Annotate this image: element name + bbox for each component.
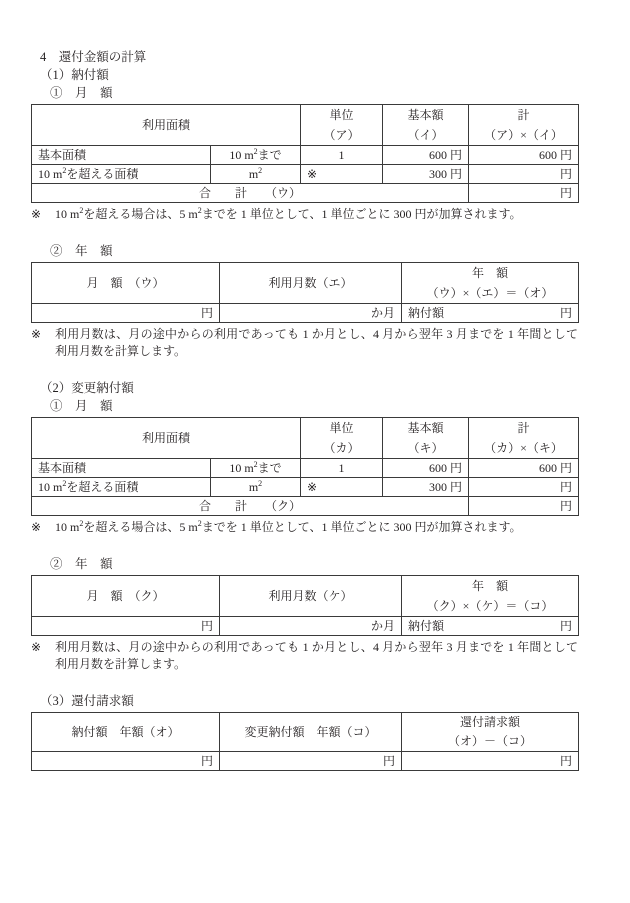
- header-annual-amount: [402, 263, 579, 304]
- note-unit-m-1: m: [70, 207, 80, 221]
- cell-base-base-amount: 600 円: [383, 459, 469, 478]
- table-header-row: [32, 713, 579, 752]
- cell-base-total: 600 円: [469, 146, 579, 165]
- cell-annual-label: 納付額: [408, 618, 445, 633]
- header-annual-amount: [402, 576, 579, 617]
- cell-base-area-measure: [211, 146, 301, 165]
- header-annual-line1: 年 額: [471, 266, 508, 280]
- cell-excess-area-label: [32, 478, 211, 497]
- measure-unit-m: m: [248, 479, 259, 494]
- note-prefix: 10: [55, 520, 70, 534]
- label-superscript: 2: [62, 165, 67, 175]
- cell-monthly-amount-value: 円: [32, 617, 220, 636]
- note-text: 利用月数は、月の途中からの利用であっても 1 か月とし、4 月から翌年 3 月までを 1 年間として利用月数を計算します。: [55, 640, 578, 671]
- table-row: [32, 146, 579, 165]
- cell-excess-area-measure: [211, 478, 301, 497]
- cell-excess-unit-value: ※: [301, 478, 383, 497]
- header-monthly-amount: 月 額 （ウ）: [32, 263, 220, 304]
- header-refund-amount: [402, 713, 579, 752]
- cell-months-used-value: か月: [220, 304, 402, 323]
- heading-section-2-monthly: ① 月 額: [50, 399, 113, 413]
- header-unit: [301, 418, 383, 459]
- note-mark-icon: ※: [31, 520, 42, 534]
- header-base-line2: （イ）: [407, 128, 444, 142]
- header-base-line2: （キ）: [407, 441, 444, 455]
- note-prefix: 10: [55, 207, 70, 221]
- measure-prefix: 10: [229, 460, 245, 475]
- cell-annual-label: 納付額: [408, 305, 445, 320]
- header-annual-line2: （ク）×（ケ）＝（コ）: [426, 599, 554, 613]
- header-base-line1: 基本額: [407, 421, 444, 435]
- measure-suffix: まで: [257, 460, 282, 475]
- note-months-calculation-1: [31, 326, 578, 360]
- label-prefix: 10: [38, 166, 53, 181]
- measure-prefix: 10: [229, 147, 245, 162]
- label-unit-m: m: [53, 479, 63, 494]
- cell-excess-unit-value: ※: [301, 165, 383, 184]
- measure-unit-m: m: [244, 460, 254, 475]
- cell-sum-value: 円: [469, 184, 579, 203]
- header-total-line1: 計: [517, 421, 530, 435]
- note-mark-icon: ※: [31, 207, 42, 221]
- header-unit-line2: （カ）: [323, 441, 360, 455]
- measure-unit-m: m: [244, 147, 254, 162]
- heading-section-2-annual: ② 年 額: [50, 557, 113, 571]
- cell-base-area-label: 基本面積: [32, 146, 211, 165]
- header-months-used: 利用月数（エ）: [220, 263, 402, 304]
- header-total-line2: （カ）×（キ）: [484, 441, 563, 455]
- measure-suffix: まで: [257, 147, 282, 162]
- note-superscript-1: 2: [79, 206, 84, 215]
- cell-base-area-measure: [211, 459, 301, 478]
- note-middle: を超える場合は、5: [83, 207, 189, 221]
- cell-excess-total: 円: [469, 478, 579, 497]
- cell-base-total: 600 円: [469, 459, 579, 478]
- cell-excess-total: 円: [469, 165, 579, 184]
- table-paid-annual: [31, 262, 579, 323]
- header-monthly-amount: 月 額 （ク）: [32, 576, 220, 617]
- table-row: [32, 165, 579, 184]
- cell-sum-value: 円: [469, 497, 579, 516]
- table-paid-monthly: [31, 104, 579, 203]
- table-changed-monthly: [31, 417, 579, 516]
- note-mark-icon: ※: [31, 327, 42, 341]
- header-paid-annual: 納付額 年額（オ）: [32, 713, 220, 752]
- table-sum-row: [32, 497, 579, 516]
- cell-annual-unit: 円: [559, 618, 572, 633]
- note-middle: を超える場合は、5: [83, 520, 189, 534]
- header-unit-line1: 単位: [329, 421, 354, 435]
- table-row: [32, 617, 579, 636]
- note-unit-m-2: m: [188, 207, 198, 221]
- note-text: [55, 206, 578, 223]
- cell-months-used-value: か月: [220, 617, 402, 636]
- label-prefix: 10: [38, 479, 53, 494]
- header-total-line2: （ア）×（イ）: [484, 128, 563, 142]
- header-area: 利用面積: [32, 418, 301, 459]
- note-unit-m-2: m: [188, 520, 198, 534]
- header-area: 利用面積: [32, 105, 301, 146]
- note-superscript-2: 2: [197, 519, 202, 528]
- table-header-row: [32, 105, 579, 146]
- table-header-row: [32, 418, 579, 459]
- cell-changed-annual-value: 円: [220, 752, 402, 771]
- table-changed-annual: [31, 575, 579, 636]
- header-base-line1: 基本額: [407, 108, 444, 122]
- header-total: [469, 105, 579, 146]
- table-row: [32, 752, 579, 771]
- heading-section-1: （1）納付額: [40, 68, 109, 82]
- cell-base-base-amount: 600 円: [383, 146, 469, 165]
- header-months-used: 利用月数（ケ）: [220, 576, 402, 617]
- cell-annual-amount-value: [402, 617, 579, 636]
- header-unit-line1: 単位: [329, 108, 354, 122]
- header-base-amount: [383, 418, 469, 459]
- label-superscript: 2: [62, 478, 67, 488]
- measure-superscript: 2: [258, 478, 263, 488]
- cell-refund-value: 円: [402, 752, 579, 771]
- cell-monthly-amount-value: 円: [32, 304, 220, 323]
- heading-section-1-annual: ② 年 額: [50, 244, 113, 258]
- header-refund-line2: （オ）－（コ）: [447, 734, 532, 748]
- cell-sum-label: 合 計 （ウ）: [32, 184, 469, 203]
- cell-excess-area-measure: [211, 165, 301, 184]
- note-suffix: までを 1 単位として、1 単位ごとに 300 円が加算されます。: [201, 207, 522, 221]
- header-total-line1: 計: [517, 108, 530, 122]
- note-unit-m-1: m: [70, 520, 80, 534]
- measure-superscript: 2: [253, 459, 258, 469]
- section-title: 還付金額の計算: [58, 50, 147, 64]
- header-annual-line1: 年 額: [471, 579, 508, 593]
- note-suffix: までを 1 単位として、1 単位ごとに 300 円が加算されます。: [201, 520, 522, 534]
- table-row: [32, 478, 579, 497]
- cell-excess-area-label: [32, 165, 211, 184]
- header-unit-line2: （ア）: [323, 128, 360, 142]
- table-sum-row: [32, 184, 579, 203]
- header-unit: [301, 105, 383, 146]
- heading-section-2: （2）変更納付額: [40, 381, 134, 395]
- cell-base-unit-value: 1: [301, 459, 383, 478]
- note-text: [55, 519, 578, 536]
- label-suffix: を超える面積: [66, 166, 139, 181]
- note-mark-icon: ※: [31, 640, 42, 654]
- cell-sum-label: 合 計 （ク）: [32, 497, 469, 516]
- table-row: [32, 459, 579, 478]
- label-unit-m: m: [53, 166, 63, 181]
- measure-unit-m: m: [248, 166, 259, 181]
- header-total: [469, 418, 579, 459]
- table-header-row: [32, 263, 579, 304]
- table-row: [32, 304, 579, 323]
- table-refund-request: [31, 712, 579, 771]
- cell-annual-amount-value: [402, 304, 579, 323]
- note-superscript-1: 2: [79, 519, 84, 528]
- cell-base-unit-value: 1: [301, 146, 383, 165]
- cell-excess-base-amount: 300 円: [383, 478, 469, 497]
- note-area-surcharge-2: [31, 519, 578, 536]
- cell-excess-base-amount: 300 円: [383, 165, 469, 184]
- cell-paid-annual-value: 円: [32, 752, 220, 771]
- page-title: [40, 48, 578, 66]
- note-area-surcharge-1: [31, 206, 578, 223]
- header-annual-line2: （ウ）×（エ）＝（オ）: [426, 286, 554, 300]
- header-changed-annual: 変更納付額 年額（コ）: [220, 713, 402, 752]
- heading-section-3: （3）還付請求額: [40, 694, 134, 708]
- label-suffix: を超える面積: [66, 479, 139, 494]
- note-superscript-2: 2: [197, 206, 202, 215]
- measure-superscript: 2: [253, 146, 258, 156]
- heading-section-1-monthly: ① 月 額: [50, 86, 113, 100]
- header-refund-line1: 還付請求額: [459, 715, 520, 729]
- table-header-row: [32, 576, 579, 617]
- measure-superscript: 2: [258, 165, 263, 175]
- note-months-calculation-2: [31, 639, 578, 673]
- section-number: 4: [40, 50, 47, 64]
- note-text: 利用月数は、月の途中からの利用であっても 1 か月とし、4 月から翌年 3 月までを 1 年間として利用月数を計算します。: [55, 327, 578, 358]
- cell-base-area-label: 基本面積: [32, 459, 211, 478]
- cell-annual-unit: 円: [559, 305, 572, 320]
- header-base-amount: [383, 105, 469, 146]
